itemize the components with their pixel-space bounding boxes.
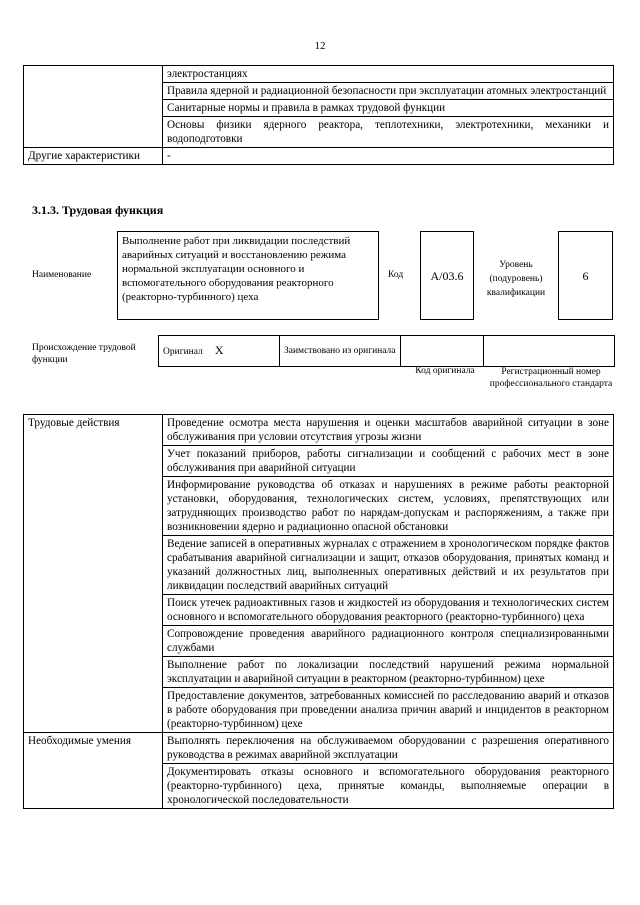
table-cell: электростанциях — [163, 66, 614, 83]
actions-table — [23, 414, 614, 809]
table-cell: Сопровождение проведения аварийного радиационного контроля специализированными службами — [163, 626, 614, 657]
reg-number-caption: Регистрационный номер профессионального стандарта — [489, 367, 613, 389]
table-cell: Проведение осмотра места нарушения и оценки масштабов аварийной ситуации в зоне обслуживания при условии отсутствия угрозы жизни — [163, 415, 614, 446]
table-cell: Правила ядерной и радиационной безопасности при эксплуатации атомных электростанций — [163, 83, 614, 100]
borrowed-cell: Заимствовано из оригинала — [280, 336, 401, 367]
orig-code-cell — [401, 336, 484, 367]
original-mark: X — [214, 343, 224, 357]
knowledge-table — [23, 65, 614, 165]
name-label: Наименование — [32, 270, 92, 280]
page-number: 12 — [314, 40, 326, 52]
row-label — [24, 66, 163, 148]
orig-code-caption: Код оригинала — [415, 366, 475, 376]
table-cell: Санитарные нормы и правила в рамках трудовой функции — [163, 100, 614, 117]
table-cell: Выполнение работ по локализации последствий нарушений режима нормальной эксплуатации и аварийной ситуации в реакторном (реакторно-турбинном) цехе — [163, 657, 614, 688]
table-cell: - — [163, 148, 614, 165]
table-cell: Выполнять переключения на обслуживаемом оборудовании с разрешения оперативного руководства в режимах аварийной эксплуатации — [163, 733, 614, 764]
origin-table — [158, 335, 615, 367]
qualification-level: 6 — [558, 231, 613, 320]
table-cell: Учет показаний приборов, работы сигнализации и сообщений с рабочих мест в зоне обслуживания при аварийной ситуации — [163, 446, 614, 477]
row-label: Другие характеристики — [24, 148, 163, 165]
table-cell: Основы физики ядерного реактора, теплотехники, электротехники, механики и водоподготовки — [163, 117, 614, 148]
table-cell: Предоставление документов, затребованных комиссией по расследованию аварий и отказов в работе оборудования при проведении анализа причин аварий и инцидентов в реакторном (реакторно-турбинном) цехе — [163, 688, 614, 733]
table-cell: Поиск утечек радиоактивных газов и жидкостей из оборудования и технологических систем основного и вспомогательного оборудования реакторного (реакторно-турбинного) цеха — [163, 595, 614, 626]
function-code: A/03.6 — [420, 231, 474, 320]
row-label: Трудовые действия — [24, 415, 163, 733]
origin-label: Происхождение трудовой функции — [32, 343, 136, 365]
code-label: Код — [388, 270, 404, 280]
row-label: Необходимые умения — [24, 733, 163, 809]
original-label: Оригинал — [163, 347, 203, 357]
section-title: 3.1.3. Трудовая функция — [32, 203, 164, 217]
table-cell: Ведение записей в оперативных журналах с отражением в хронологическом порядке фактов срабатывания аварийной сигнализации и защит, отказов оборудования, принятых команд и указаний должностных лиц, выполненных оперативных действий и их результатов при ликвидации последствий аварийных ситуаций — [163, 536, 614, 595]
table-cell: Информирование руководства об отказах и нарушениях в режиме работы реакторной установки, оборудования, технологических систем, условиях, препятствующих или затрудняющих производство работ по нарядам-допускам и распоряжениям, а также при возникновении ядерно и радиационно опасной обстановки — [163, 477, 614, 536]
level-label: Уровень (подуровень) квалификации — [486, 260, 546, 298]
table-cell: Документировать отказы основного и вспомогательного оборудования реакторного (реакторно-турбинного) цеха, принятые команды, выполняемые операции в хронологической последовательности — [163, 764, 614, 809]
function-name: Выполнение работ при ликвидации последствий аварийных ситуаций и восстановлению режима нормальной эксплуатации основного и вспомогательного оборудования реакторного (реакторно-турбинного) цеха — [117, 231, 379, 320]
reg-number-cell — [484, 336, 615, 367]
original-cell — [159, 336, 280, 367]
